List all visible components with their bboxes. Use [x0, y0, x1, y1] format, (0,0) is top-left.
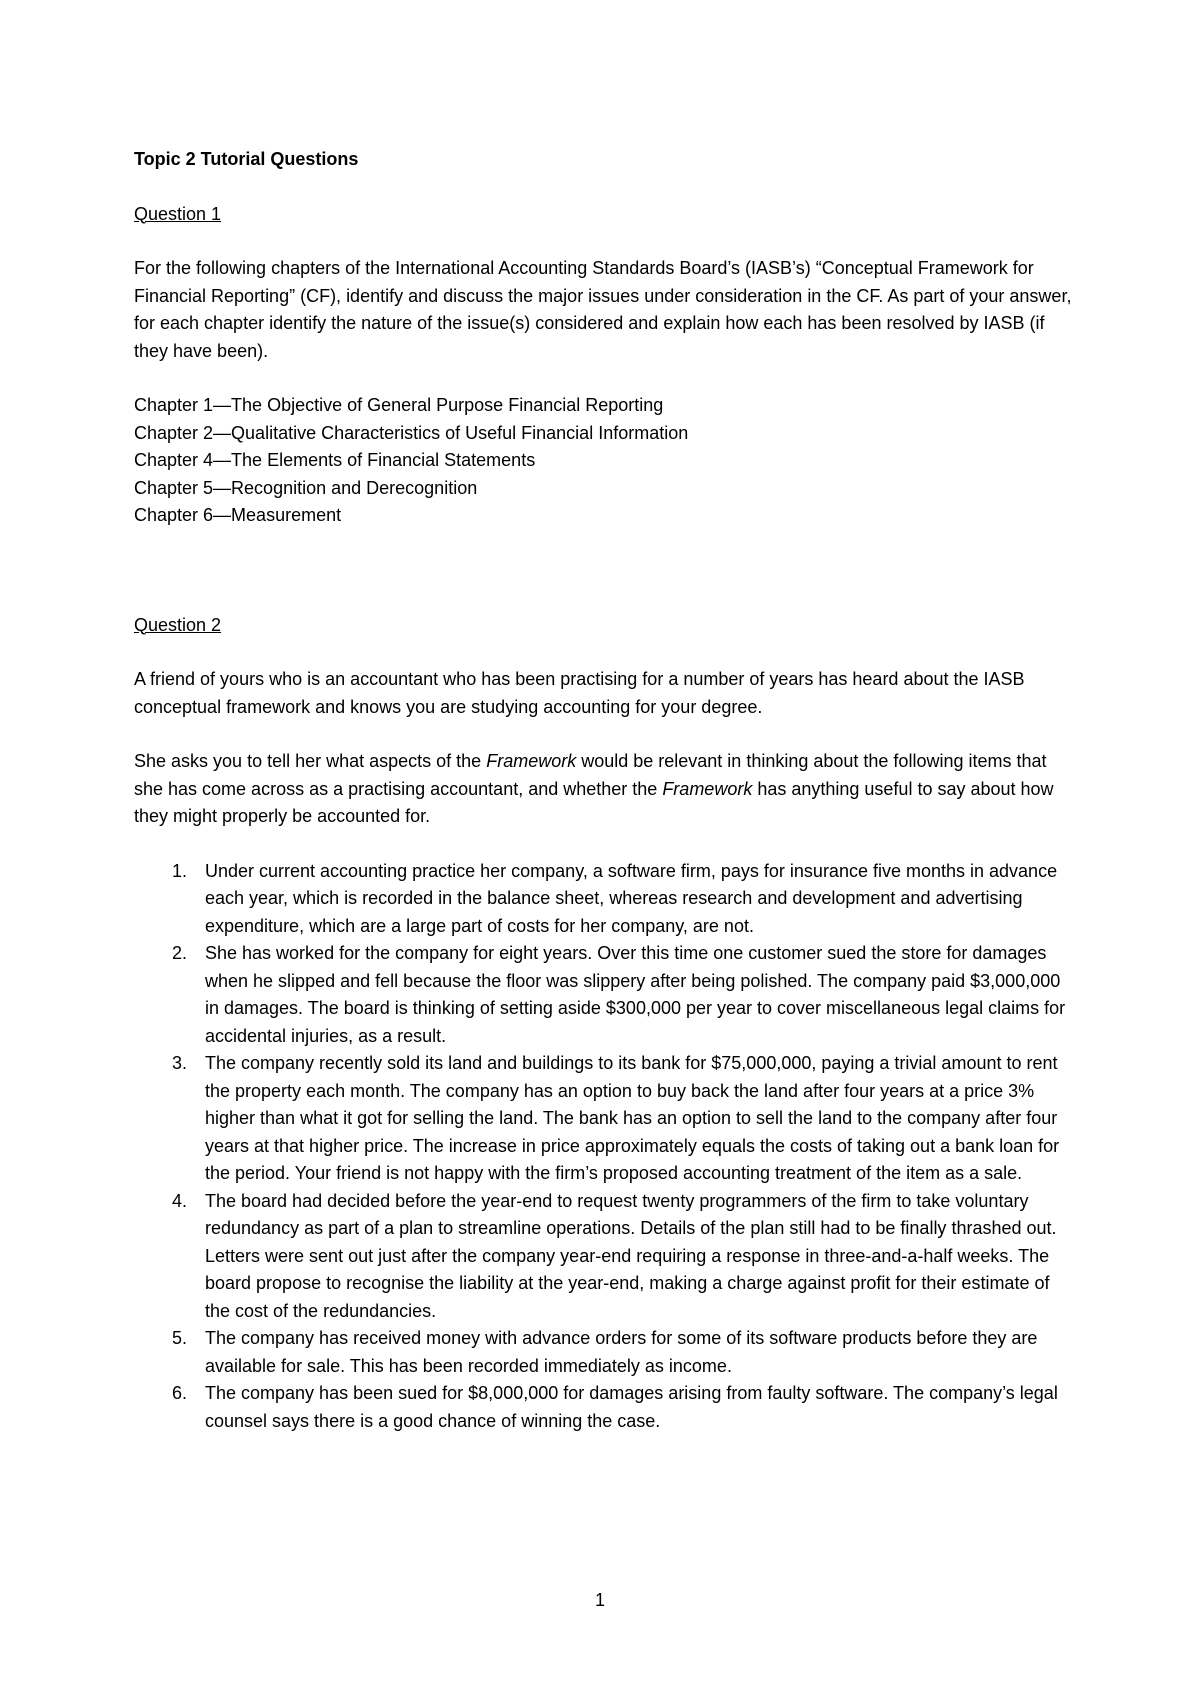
page-number: 1	[594, 1590, 605, 1610]
item-number: 4.	[172, 1190, 188, 1211]
list-item	[134, 1050, 1074, 1188]
paragraph-text: would be relevant in thinking about the following items that she has come across as a practising accountant, and whether the	[134, 751, 1047, 799]
chapter-item: Chapter 6—Measurement	[134, 505, 342, 525]
chapter-item: Chapter 4—The Elements of Financial Statements	[134, 450, 536, 470]
framework-term: Framework	[486, 751, 577, 771]
item-number: 3.	[172, 1053, 188, 1073]
document-title: Topic 2 Tutorial Questions	[134, 149, 359, 169]
list-item	[134, 858, 1074, 941]
list-item	[134, 1380, 1074, 1435]
chapter-list	[134, 392, 1074, 530]
item-text: The company recently sold its land and buildings to its bank for $75,000,000, paying a trivial amount to rent the property each month. The company has an option to buy back the land after four years at a price 3% higher than what it got for selling the land. The bank has an option to sell the land to the company after four years at that higher price. The increase in price approximately equals the costs of taking out a bank loan for the period. Your friend is not happy with the firm’s proposed accounting treatment of the item as a sale.	[205, 1053, 1060, 1183]
framework-term: Framework	[662, 778, 753, 799]
chapter-item: Chapter 2—Qualitative Characteristics of Useful Financial Information	[134, 422, 689, 443]
list-item	[134, 1325, 1074, 1380]
item-text: The board had decided before the year-end to request twenty programmers of the firm to take voluntary redundancy as part of a plan to streamline operations. Details of the plan still had to be finally thrashed out. Letters were sent out just after the company year-end requiring a response in three-and-a-half weeks. The board propose to recognise the liability at the year-end, making a charge against profit for their estimate of the cost of the redundancies.	[205, 1190, 1057, 1321]
document-page	[134, 146, 1074, 1435]
question-1-heading: Question 1	[134, 203, 222, 224]
item-text: The company has received money with advance orders for some of its software products before they are available for sale. This has been recorded immediately as income.	[205, 1328, 1038, 1376]
item-text: She has worked for the company for eight years. Over this time one customer sued the store for damages when he slipped and fell because the floor was slippery after being polished. The company paid $3,000,000 in damages. The board is thinking of setting aside $300,000 per year to cover miscellaneous legal claims for accidental injuries, as a result.	[205, 943, 1066, 1046]
paragraph-text: She asks you to tell her what aspects of the	[134, 751, 487, 771]
item-text: The company has been sued for $8,000,000 for damages arising from faulty software. The company’s legal counsel says there is a good chance of winning the case.	[205, 1383, 1058, 1431]
question-2-paragraph-2	[134, 748, 1074, 831]
question-1-intro: For the following chapters of the International Accounting Standards Board’s (IASB’s) “Conceptual Framework for Financial Reporting” (CF), identify and discuss the major issues under consideration in the CF. As part of your answer, for each chapter identify the nature of the issue(s) considered and explain how each has been resolved by IASB (if they have been).	[134, 258, 1072, 361]
item-text: Under current accounting practice her company, a software firm, pays for insurance five months in advance each year, which is recorded in the balance sheet, whereas research and development and advertising expenditure, which are a large part of costs for her company, are not.	[205, 860, 1058, 936]
paragraph-text: has anything useful to say about how they might properly be accounted for.	[134, 778, 1054, 826]
chapter-item: Chapter 1—The Objective of General Purpose Financial Reporting	[134, 395, 664, 415]
chapter-item: Chapter 5—Recognition and Derecognition	[134, 477, 478, 498]
item-number: 2.	[172, 943, 188, 963]
question-2-heading: Question 2	[134, 614, 222, 635]
item-number: 6.	[172, 1383, 188, 1403]
item-number: 1.	[172, 860, 188, 881]
item-number: 5.	[172, 1328, 188, 1348]
question-2-paragraph-1: A friend of yours who is an accountant who has been practising for a number of years has heard about the IASB conceptual framework and knows you are studying accounting for your degree.	[134, 669, 1025, 717]
list-item	[134, 940, 1074, 1050]
items-list	[134, 858, 1074, 1436]
list-item	[134, 1188, 1074, 1326]
section-spacer	[134, 530, 1074, 612]
